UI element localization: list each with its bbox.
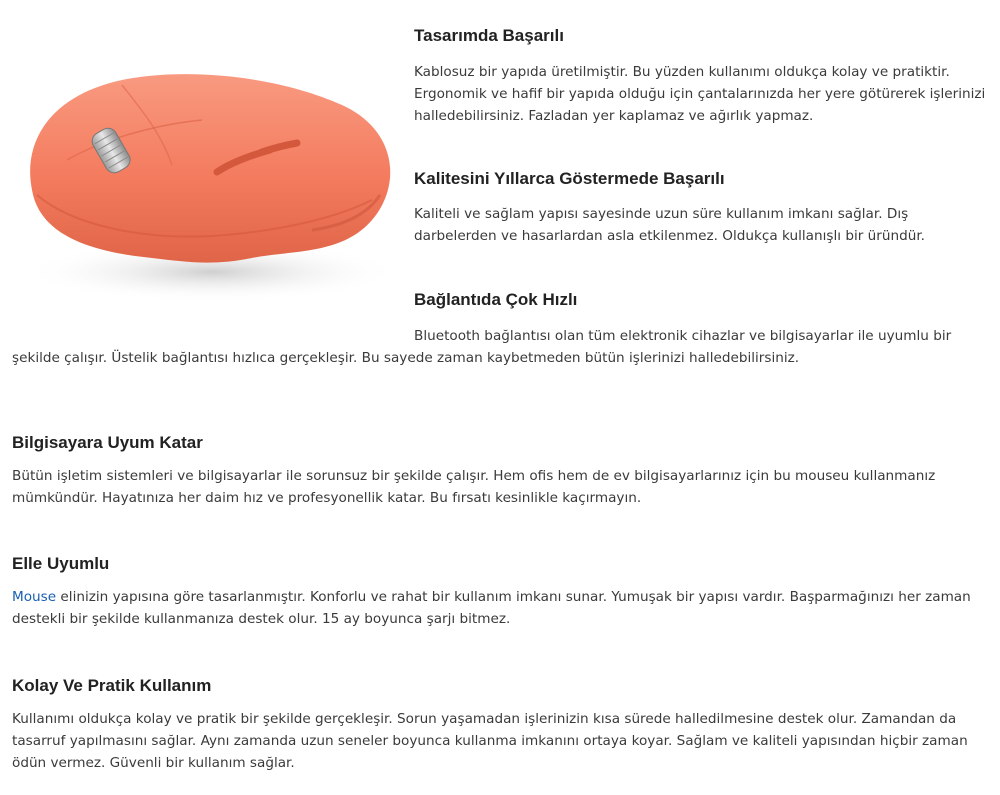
section-heading: Bilgisayara Uyum Katar (12, 433, 203, 452)
section-heading: Tasarımda Başarılı (414, 26, 564, 45)
section-compatibility (12, 433, 988, 509)
section-heading: Kolay Ve Pratik Kullanım (12, 676, 212, 695)
section-paragraph: Bütün işletim sistemleri ve bilgisayarlar ile sorunsuz bir şekilde çalışır. Hem ofis hem de ev bilgisayarlarınız için bu mouseu kullanmanız mümkündür. Hayatınıza her daim hız ve profesyonellik katar. Bu fırsatı kesinlikle kaçırmayın. (12, 468, 936, 506)
section-paragraph: Kaliteli ve sağlam yapısı sayesinde uzun süre kullanım imkanı sağlar. Dış darbelerden ve hasarlardan asla etkilenmez. Oldukça kullanışlı bir üründür. (414, 206, 925, 244)
section-paragraph-text: elinizin yapısına göre tasarlanmıştır. Konforlu ve rahat bir kullanım imkanı sunar. Yumuşak bir yapısı vardır. Başparmağınızı her zaman destekli bir şekilde kullanmanıza destek olur. 15 ay boyunca şarjı bitmez. (12, 589, 971, 627)
section-paragraph (12, 586, 988, 630)
section-heading: Bağlantıda Çok Hızlı (414, 290, 578, 309)
mouse-link[interactable]: Mouse (12, 589, 57, 605)
section-ergonomics (12, 554, 988, 630)
section-ease-of-use (12, 676, 988, 774)
section-heading: Elle Uyumlu (12, 554, 110, 573)
section-paragraph: Kullanımı oldukça kolay ve pratik bir şekilde gerçekleşir. Sorun yaşamadan işlerinizin kısa sürede halledilmesine destek olur. Zamandan da tasarruf yapılmasını sağlar. Aynı zamanda uzun seneler boyunca kullanma imkanını ortaya koyar. Sağlam ve kaliteli yapısından hiçbir zaman ödün vermez. Güvenli bir kullanım sağlar. (12, 711, 968, 771)
section-heading: Kalitesini Yıllarca Göstermede Başarılı (414, 169, 725, 188)
section-paragraph: Kablosuz bir yapıda üretilmiştir. Bu yüzden kullanımı oldukça kolay ve pratiktir. Ergonomik ve hafif bir yapıda olduğu için çantalarınızda her yere götürerek işlerinizi halledebilirsiniz. Fazladan yer kaplamaz ve ağırlık yapmaz. (414, 64, 986, 124)
section-paragraph: Bluetooth bağlantısı olan tüm elektronik cihazlar ve bilgisayarlar ile uyumlu bir şekilde çalışır. Üstelik bağlantısı hızlıca gerçekleşir. Bu sayede zaman kaybetmeden bütün işlerinizi halledebilirsiniz. (12, 328, 952, 366)
ergonomic-mouse-image (12, 0, 402, 310)
